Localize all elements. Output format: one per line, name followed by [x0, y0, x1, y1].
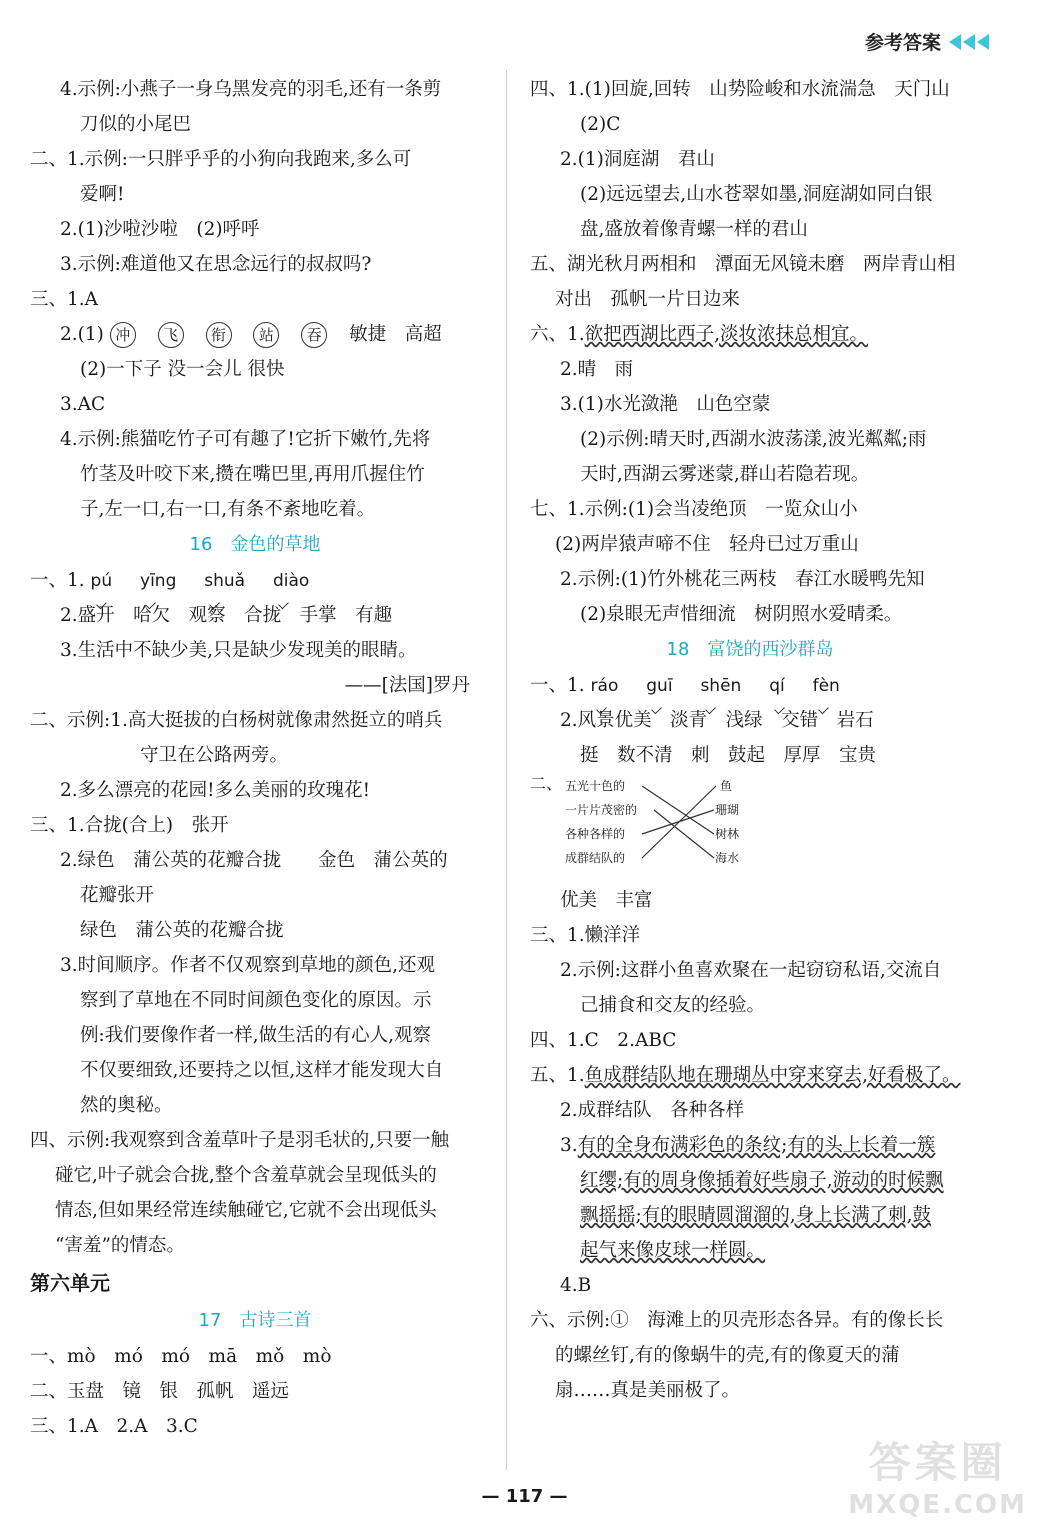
text-line: 碰它,叶子就会合拢,整个含羞草就会呈现低头的 — [55, 1165, 437, 1186]
text-line: (2)一下子 没一会儿 很快 — [80, 359, 285, 380]
text-line: 三、1.A — [30, 289, 99, 310]
pinyin-line — [530, 668, 970, 703]
text-line: 然的奥秘。 — [80, 1095, 173, 1116]
text-line: 4.示例:熊猫吃竹子可有趣了!它折下嫩竹,先将 — [60, 429, 431, 450]
pinyin-item: qí — [769, 669, 785, 704]
text-line: 一、mò mó mó mā mǒ mò — [30, 1346, 332, 1367]
underlined-answer-line — [530, 317, 970, 352]
text-prefix: 3. — [560, 1135, 578, 1156]
text-line: 2.多么漂亮的花园!多么美丽的玫瑰花! — [60, 780, 371, 801]
text-line: 2.绿色 蒲公英的花瓣合拢 金色 蒲公英的 — [60, 850, 448, 871]
text-line: 爱啊! — [80, 184, 125, 205]
pinyin-item: shēn — [700, 669, 741, 704]
lesson-title: 17 古诗三首 — [198, 1310, 312, 1331]
text-line: 守卫在公路两旁。 — [140, 745, 289, 766]
text-line: 己捕食和交友的经验。 — [580, 995, 766, 1016]
match-line — [642, 810, 714, 834]
text-line: 察到了草地在不同时间颜色变化的原因。示 — [80, 990, 432, 1011]
page-number: — 117 — — [481, 1486, 568, 1507]
text-line: 情态,但如果经常连续触碰它,它就不会出现低头 — [55, 1200, 437, 1221]
underlined-answer-line — [530, 1198, 970, 1233]
text-line: 2.(1)沙啦沙啦 (2)呼呼 — [60, 219, 260, 240]
text-prefix: 一、1. — [530, 675, 585, 696]
text-line: 4.示例:小燕子一身乌黑发亮的羽毛,还有一条剪 — [60, 79, 442, 100]
underlined-answer-line — [530, 1058, 970, 1093]
pinyin-item: guī — [646, 669, 672, 704]
header-title: 参考答案 — [864, 32, 941, 54]
text-line: 3.生活中不缺少美,只是缺少发现美的眼睛。 — [60, 640, 417, 661]
text-line: 竹茎及叶咬下来,攒在嘴巴里,再用爪握住竹 — [80, 464, 425, 485]
text-line: 2.盛开 哈欠 观察 合拢 手掌 有趣 — [60, 605, 393, 626]
text-line: 四、1.(1)回旋,回转 山势险峻和水流湍急 天门山 — [530, 79, 950, 100]
text-prefix: 五、1. — [530, 1065, 585, 1086]
lesson-title: 18 富饶的西沙群岛 — [666, 639, 834, 660]
match-lines — [530, 773, 770, 873]
text-line: 2.晴 雨 — [560, 359, 634, 380]
match-right-item: 珊瑚 — [715, 803, 740, 817]
text-line: 3.(1)水光潋滟 山色空蒙 — [560, 394, 771, 415]
underlined-answer-line — [530, 1163, 970, 1198]
watermark-url: MXQE.COM — [848, 1490, 1027, 1520]
chevron-decoration-icon — [949, 34, 989, 50]
text-line: 花瓣张开 — [80, 885, 155, 906]
text-line: 对出 孤帆一片日边来 — [555, 289, 741, 310]
circled-char: 飞 — [158, 322, 184, 348]
underlined-text: 飘摇摇;有的眼睛圆溜溜的,身上长满了刺,鼓 — [580, 1205, 931, 1226]
match-right-item: 鱼 — [720, 779, 733, 793]
circled-char: 吞 — [301, 322, 327, 348]
text-line: 五、湖光秋月两相和 潭面无风镜未磨 两岸青山相 — [530, 254, 956, 275]
text-line: 3.示例:难道他又在思念远行的叔叔吗? — [60, 254, 372, 275]
pinyin-item: yīng — [140, 564, 176, 599]
text-prefix: 六、1. — [530, 324, 585, 345]
circled-char: 衔 — [206, 322, 232, 348]
underlined-answer-line — [530, 1233, 970, 1268]
pinyin-item: shuǎ — [204, 564, 245, 599]
text-line: 挺 数不清 刺 鼓起 厚厚 宝贵 — [580, 745, 877, 766]
text-line: (2)两岸猿声啼不住 轻舟已过万重山 — [555, 534, 859, 555]
watermark-text: 答案圈 — [868, 1438, 1007, 1487]
text-line: 六、示例:① 海滩上的贝壳形态各异。有的像长长 — [530, 1310, 944, 1331]
text-line: 2.风景优美 淡青 浅绿 交错 岩石 — [560, 710, 874, 731]
text-line: 例:我们要像作者一样,做生活的有心人,观察 — [80, 1025, 431, 1046]
text-line: 的螺丝钉,有的像蜗牛的壳,有的像夏天的蒲 — [555, 1345, 900, 1366]
lesson-title: 16 金色的草地 — [189, 534, 321, 555]
text-line: 子,左一口,右一口,有条不紊地吃着。 — [80, 499, 376, 520]
text-line: 扇……真是美丽极了。 — [555, 1380, 741, 1401]
right-column — [530, 72, 970, 1408]
text-line: 不仅要细致,还要持之以恒,这样才能发现大自 — [80, 1060, 444, 1081]
underlined-text: 鱼成群结队地在珊瑚丛中穿来穿去,好看极了。 — [584, 1065, 961, 1086]
pinyin-item: ráo — [591, 669, 619, 704]
circled-answer-line — [30, 317, 480, 352]
text-line: 七、1.示例:(1)会当凌绝顶 一览众山小 — [530, 499, 858, 520]
match-left-item: 成群结队的 — [565, 851, 626, 865]
matching-diagram — [530, 773, 970, 883]
underlined-text: 红缨;有的周身像插着好些扇子,游动的时候飘 — [580, 1170, 944, 1191]
text-line: ——[法国]罗丹 — [344, 675, 470, 696]
text-prefix: 2.(1) — [60, 324, 104, 345]
column-divider — [506, 70, 507, 1470]
underlined-text: 有的全身布满彩色的条纹;有的头上长着一簇 — [577, 1135, 936, 1156]
text-line: “害羞”的情态。 — [55, 1235, 185, 1256]
text-line: 盘,盛放着像青螺一样的君山 — [580, 219, 808, 240]
unit-title: 第六单元 — [30, 1271, 110, 1295]
text-line: 四、示例:我观察到含羞草叶子是羽毛状的,只要一触 — [30, 1130, 450, 1151]
text-line: 优美 丰富 — [560, 890, 653, 911]
pinyin-line — [30, 563, 480, 598]
pinyin-item: fèn — [813, 669, 840, 704]
circled-char: 冲 — [110, 322, 136, 348]
text-line: 三、1.合拢(合上) 张开 — [30, 815, 229, 836]
text-line: 三、1.懒洋洋 — [530, 925, 641, 946]
match-left-item: 一片片茂密的 — [565, 803, 638, 817]
text-line: 3.AC — [60, 394, 106, 415]
left-column — [30, 72, 480, 1444]
text-line: 2.示例:(1)竹外桃花三两枝 春江水暖鸭先知 — [560, 569, 925, 590]
match-line — [642, 786, 714, 834]
underlined-text: 起气来像皮球一样圆。 — [580, 1240, 766, 1261]
underlined-text: 欲把西湖比西子,淡妆浓抹总相宜。 — [584, 324, 869, 345]
text-line: 三、1.A 2.A 3.C — [30, 1416, 198, 1437]
pinyin-item: pú — [91, 564, 113, 599]
section-label: 二、 — [530, 774, 563, 793]
text-line: 二、示例:1.高大挺拔的白杨树就像肃然挺立的哨兵 — [30, 710, 443, 731]
page-header — [865, 28, 989, 55]
text-prefix: 一、1. — [30, 570, 85, 591]
text-line: 2.(1)洞庭湖 君山 — [560, 149, 715, 170]
text-line: (2)泉眼无声惜细流 树阴照水爱晴柔。 — [580, 604, 903, 625]
text-line: 2.成群结队 各种各样 — [560, 1100, 745, 1121]
text-line: 四、1.C 2.ABC — [530, 1030, 677, 1051]
match-line — [642, 786, 716, 858]
match-right-item: 树林 — [715, 827, 740, 841]
text-line: 4.B — [560, 1275, 592, 1296]
match-left-item: 五光十色的 — [565, 779, 626, 793]
circled-char: 站 — [253, 322, 279, 348]
text-line: 绿色 蒲公英的花瓣合拢 — [80, 920, 284, 941]
text-line: 刀似的小尾巴 — [80, 114, 192, 135]
text-line: 天时,西湖云雾迷蒙,群山若隐若现。 — [580, 464, 870, 485]
text-line: 3.时间顺序。作者不仅观察到草地的颜色,还观 — [60, 955, 436, 976]
underlined-answer-line — [530, 1128, 970, 1163]
text-line: (2)C — [580, 114, 621, 135]
match-left-item: 各种各样的 — [565, 827, 626, 841]
pinyin-item: diào — [273, 564, 309, 599]
text-line: 二、玉盘 镜 银 孤帆 遥远 — [30, 1381, 290, 1402]
text-suffix: 敏捷 高超 — [349, 324, 442, 345]
text-line: (2)示例:晴天时,西湖水波荡漾,波光粼粼;雨 — [580, 429, 927, 450]
text-line: 2.示例:这群小鱼喜欢聚在一起窃窃私语,交流自 — [560, 960, 942, 981]
match-right-item: 海水 — [715, 851, 740, 865]
text-line: (2)远远望去,山水苍翠如墨,洞庭湖如同白银 — [580, 184, 933, 205]
text-line: 二、1.示例:一只胖乎乎的小狗向我跑来,多么可 — [30, 149, 412, 170]
watermark-logo — [848, 1430, 1027, 1520]
